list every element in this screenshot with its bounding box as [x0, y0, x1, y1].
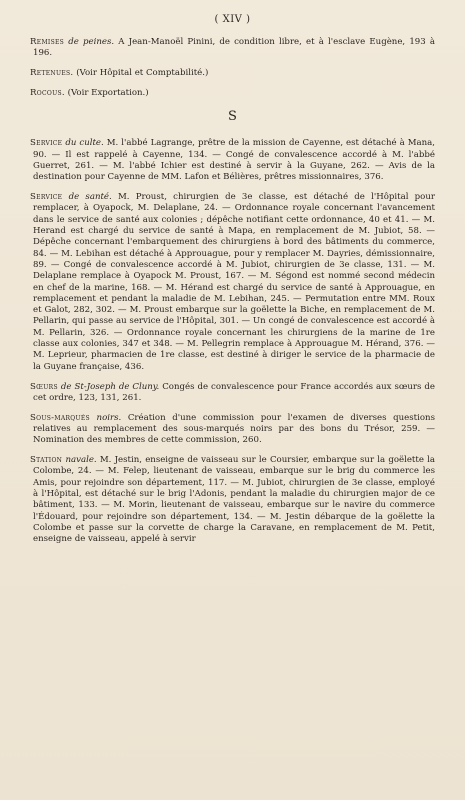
index-entry-service-culte [30, 138, 435, 183]
entry-body: M. Proust, chirurgien de 3e classe, est détaché de l'Hôpital pour remplacer, à Oyapock, M. Delaplane, 24. — Ordonnance royale concernant l'avancement dans le service de santé aux colonies ; dépêche notifiant cette ordonnance, 40 et 41. — M. Herand est chargé du service de santé à Mapa, en remplacement de M. Jubiot, 58. — Dépêche concernant l'embarquement des chirurgiens à bord des bâtiments du commerce, 84. — M. Lebihan est détaché à Approuague, pour y remplacer M. Dayries, démissionnaire, 89. — Congé de convalescence accordé à M. Jubiot, chirurgien de 3e classe, 131. — M. Delaplane remplace à Oyapock M. Proust, 167. — M. Ségond est nommé second médecin en chef de la marine, 168. — M. Hérand est chargé du service de santé à Approuague, en remplacement et pendant la maladie de M. Lebihan, 245. — Permutation entre MM. Roux et Galot, 282, 302. — M. Proust embarque sur la goëlette la Biche, en remplacement de M. Pellarin, qui passe au service de l'Hôpital, 301. — Un congé de convalescence est accordé à M. Pellarin, 326. — Ordonnance royale concernant les chirurgiens de la marine de 1re classe aux colonies, 347 et 348. — M. Pellegrin remplace à Approuague M. Hérand, 376. — M. Leprieur, pharmacien de 1re classe, est destiné à diriger le service de la pharmacie de la Guyane française, 436. [33, 192, 435, 372]
index-entry-soeurs [30, 382, 435, 405]
entry-sub: navale. [65, 455, 97, 466]
entry-sub: du culte. [65, 138, 104, 149]
entry-body: M. Jestin, enseigne de vaisseau sur le Coursier, embarque sur la goëlette la Colombe, 24. — M. Felep, lieutenant de vaisseau, embarque sur le brig du commerce les Amis, pour rejoindre son département, 117. — M. Jubiot, chirurgien de 3e classe, employé à l'Hôpital, est détaché sur le brig l'Adonis, pendant la maladie du chirurgien major de ce bâtiment, 133. — M. Morin, lieutenant de vaisseau, embarque sur le navire du commerce l'Édouard, pour rejoindre son département, 134. — M. Jestin débarque de la goëlette la Colombe et passe sur la corvette de charge la Caravane, en remplacement de M. Petit, enseigne de vaisseau, appelé à servir [33, 455, 436, 545]
entry-sub: noirs. [96, 412, 122, 423]
section-letter: S [228, 109, 237, 125]
entry-head: Retenues. [30, 68, 74, 79]
entry-sub: de St-Joseph de Cluny. [60, 381, 160, 392]
entry-head: Service [30, 192, 63, 203]
entry-head: Station [30, 455, 63, 466]
index-entry-retenues [30, 68, 435, 79]
index-entry-service-sante [30, 192, 435, 373]
entry-sub: de peines. [68, 37, 115, 47]
entry-head: Rocous. [30, 88, 65, 99]
entry-sub: de santé. [68, 192, 112, 203]
index-entry-station-navale [30, 455, 435, 545]
entry-body: (Voir Hôpital et Comptabilité.) [73, 68, 209, 79]
entry-body: A Jean-Manoël Pinini, de condition libre, et à l'esclave Eugène, 193 à 196. [33, 37, 436, 59]
entry-body: M. l'abbé Lagrange, prêtre de la mission de Cayenne, est détaché à Mana, 90. — Il est rappelé à Cayenne, 134. — Congé de convalescence accordé à M. l'abbé Guerret, 261. — M. l'abbé Ichier est destiné à servir à la Guyane, 262. — Avis de la destination pour Cayenne de MM. Lafon et Bélières, prêtres missionnaires, 376. [33, 138, 436, 183]
page-number: ( XIV ) [214, 14, 251, 25]
entry-head: Service [30, 138, 63, 149]
index-entry-remises [30, 37, 435, 60]
index-entry-rocous [30, 88, 435, 99]
entry-head: Sœurs [30, 381, 58, 392]
entry-head: Sous-marqués [30, 412, 90, 423]
entry-body: Congés de convalescence pour France accordés aux sœurs de cet ordre, 123, 131, 261. [33, 381, 435, 403]
entry-body: Création d'une commission pour l'examen de diverses questions relatives au remplacement des sous-marqués noirs par des bons du Trésor, 259. — Nomination des membres de cette commission, 260. [33, 412, 435, 446]
index-entry-sous-marques [30, 413, 435, 447]
entry-head: Remises [30, 37, 65, 47]
entry-body: (Voir Exportation.) [64, 88, 149, 99]
